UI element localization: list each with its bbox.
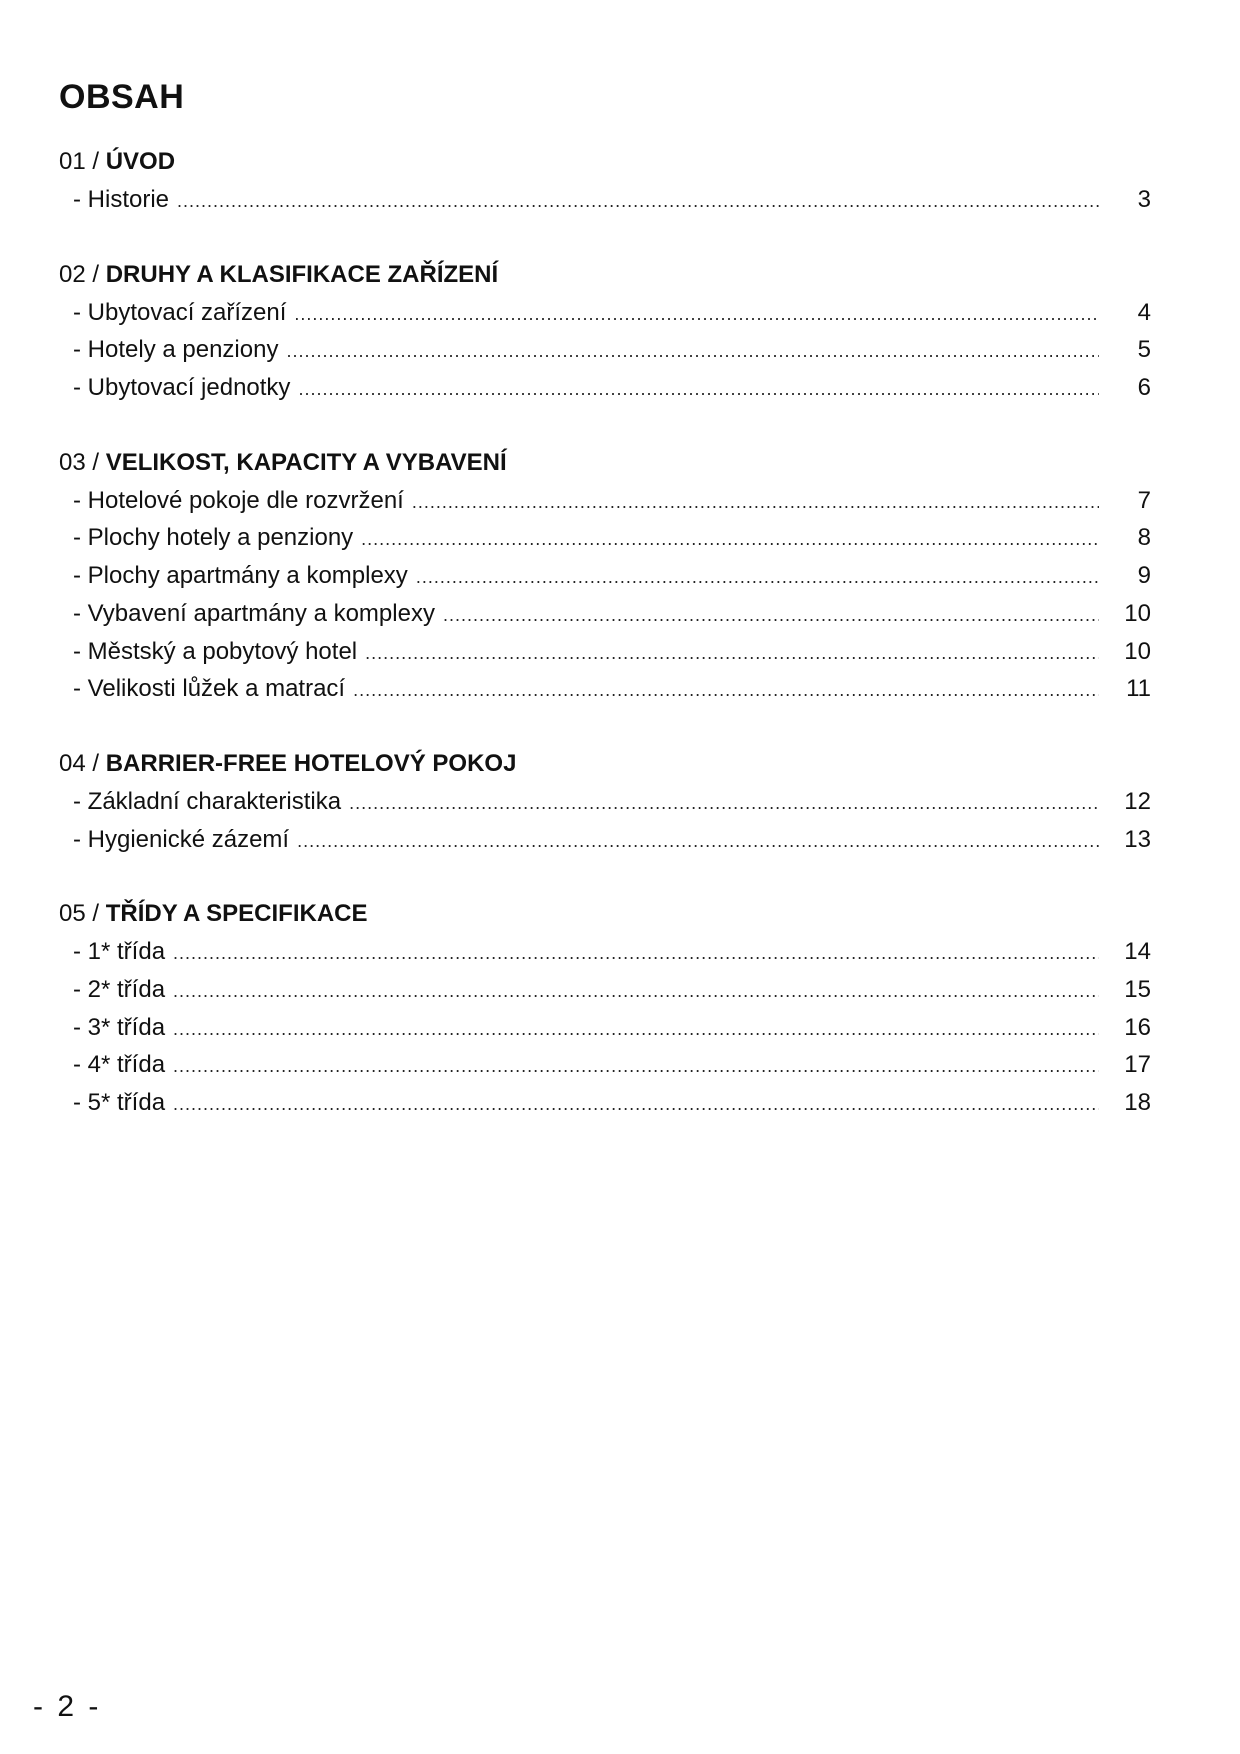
entry-page: 14 <box>1124 938 1151 966</box>
section-heading <box>59 143 1151 181</box>
dot-leader <box>349 785 1099 823</box>
dot-leader <box>443 597 1099 635</box>
entry-page: 10 <box>1124 599 1151 627</box>
entry-label: - Vybavení apartmány a komplexy <box>73 599 435 627</box>
entry-page: 18 <box>1124 1089 1151 1116</box>
entry-page: 7 <box>1137 486 1151 514</box>
section-number: 05 / <box>59 900 100 928</box>
dot-leader <box>298 371 1099 409</box>
entry-page: 10 <box>1124 637 1151 665</box>
dot-leader <box>173 1048 1099 1086</box>
entry-label: - Plochy hotely a penziony <box>73 524 354 552</box>
section-number: 02 / <box>59 260 100 288</box>
entry-label: - 3* třída <box>73 1013 166 1041</box>
page-title: OBSAH <box>59 78 185 116</box>
dot-leader <box>412 484 1099 522</box>
toc-section-03 <box>59 444 1151 708</box>
entry-page: 15 <box>1124 975 1151 1003</box>
toc-entry <box>59 595 1151 633</box>
toc-section-04 <box>59 745 1151 858</box>
entry-label: - 4* třída <box>73 1051 166 1079</box>
dot-leader <box>365 635 1099 673</box>
dot-leader <box>353 672 1099 710</box>
toc-entry <box>59 821 1151 859</box>
dot-leader <box>297 823 1099 861</box>
toc-section-01 <box>59 143 1151 219</box>
entry-page: 9 <box>1137 562 1151 590</box>
toc-section-02 <box>59 256 1151 407</box>
section-number: 03 / <box>59 448 100 476</box>
entry-label: - Základní charakteristika <box>73 787 342 815</box>
toc-entry <box>59 971 1151 1009</box>
dot-leader <box>173 935 1099 973</box>
entry-page: 17 <box>1124 1051 1151 1079</box>
entry-page: 3 <box>1137 186 1151 213</box>
toc-entry <box>59 519 1151 557</box>
entry-label: - Historie <box>73 186 170 213</box>
entry-page: 13 <box>1124 825 1151 853</box>
entry-page: 11 <box>1126 675 1151 703</box>
entry-page: 6 <box>1137 374 1151 402</box>
dot-leader <box>173 1086 1099 1124</box>
entry-page: 8 <box>1137 524 1151 552</box>
entry-page: 16 <box>1124 1013 1151 1041</box>
dot-leader <box>286 333 1099 371</box>
toc-entry <box>59 1084 1151 1122</box>
section-heading <box>59 895 1151 933</box>
entry-label: - 1* třída <box>73 938 166 966</box>
toc-entry <box>59 783 1151 821</box>
entry-label: - Hotely a penziony <box>73 336 279 364</box>
dot-leader <box>173 973 1099 1011</box>
toc-entry <box>59 369 1151 407</box>
section-number: 01 / <box>59 148 100 175</box>
toc-entry <box>59 1009 1151 1047</box>
entry-label: - Ubytovací zařízení <box>73 298 287 326</box>
entry-label: - Plochy apartmány a komplexy <box>73 562 408 590</box>
toc-entry <box>59 670 1151 708</box>
section-heading <box>59 256 1151 294</box>
toc-entry <box>59 557 1151 595</box>
section-heading <box>59 444 1151 482</box>
entry-label: - 5* třída <box>73 1089 166 1116</box>
table-of-contents <box>59 143 1151 1159</box>
entry-page: 5 <box>1137 336 1151 364</box>
dot-leader <box>416 559 1099 597</box>
section-name: ÚVOD <box>105 148 176 175</box>
section-name: TŘÍDY A SPECIFIKACE <box>105 900 368 928</box>
entry-label: - 2* třída <box>73 975 166 1003</box>
entry-label: - Velikosti lůžek a matrací <box>73 675 346 703</box>
section-number: 04 / <box>59 749 100 777</box>
dot-leader <box>177 183 1099 221</box>
toc-entry <box>59 181 1151 219</box>
entry-label: - Ubytovací jednotky <box>73 374 291 402</box>
entry-page: 4 <box>1137 298 1151 326</box>
section-name: VELIKOST, KAPACITY A VYBAVENÍ <box>105 448 507 476</box>
dot-leader <box>173 1011 1099 1049</box>
entry-page: 12 <box>1124 787 1151 815</box>
toc-entry <box>59 633 1151 671</box>
toc-entry <box>59 331 1151 369</box>
toc-entry <box>59 1046 1151 1084</box>
page-number: - 2 - <box>33 1690 102 1723</box>
toc-entry <box>59 294 1151 332</box>
section-heading <box>59 745 1151 783</box>
toc-section-05 <box>59 895 1151 1121</box>
entry-label: - Hotelové pokoje dle rozvržení <box>73 486 404 514</box>
dot-leader <box>294 296 1099 334</box>
toc-entry <box>59 482 1151 520</box>
entry-label: - Hygienické zázemí <box>73 825 290 853</box>
entry-label: - Městský a pobytový hotel <box>73 637 358 665</box>
section-name: DRUHY A KLASIFIKACE ZAŘÍZENÍ <box>105 260 499 288</box>
section-name: BARRIER-FREE HOTELOVÝ POKOJ <box>105 749 517 777</box>
toc-entry <box>59 933 1151 971</box>
dot-leader <box>361 521 1099 559</box>
